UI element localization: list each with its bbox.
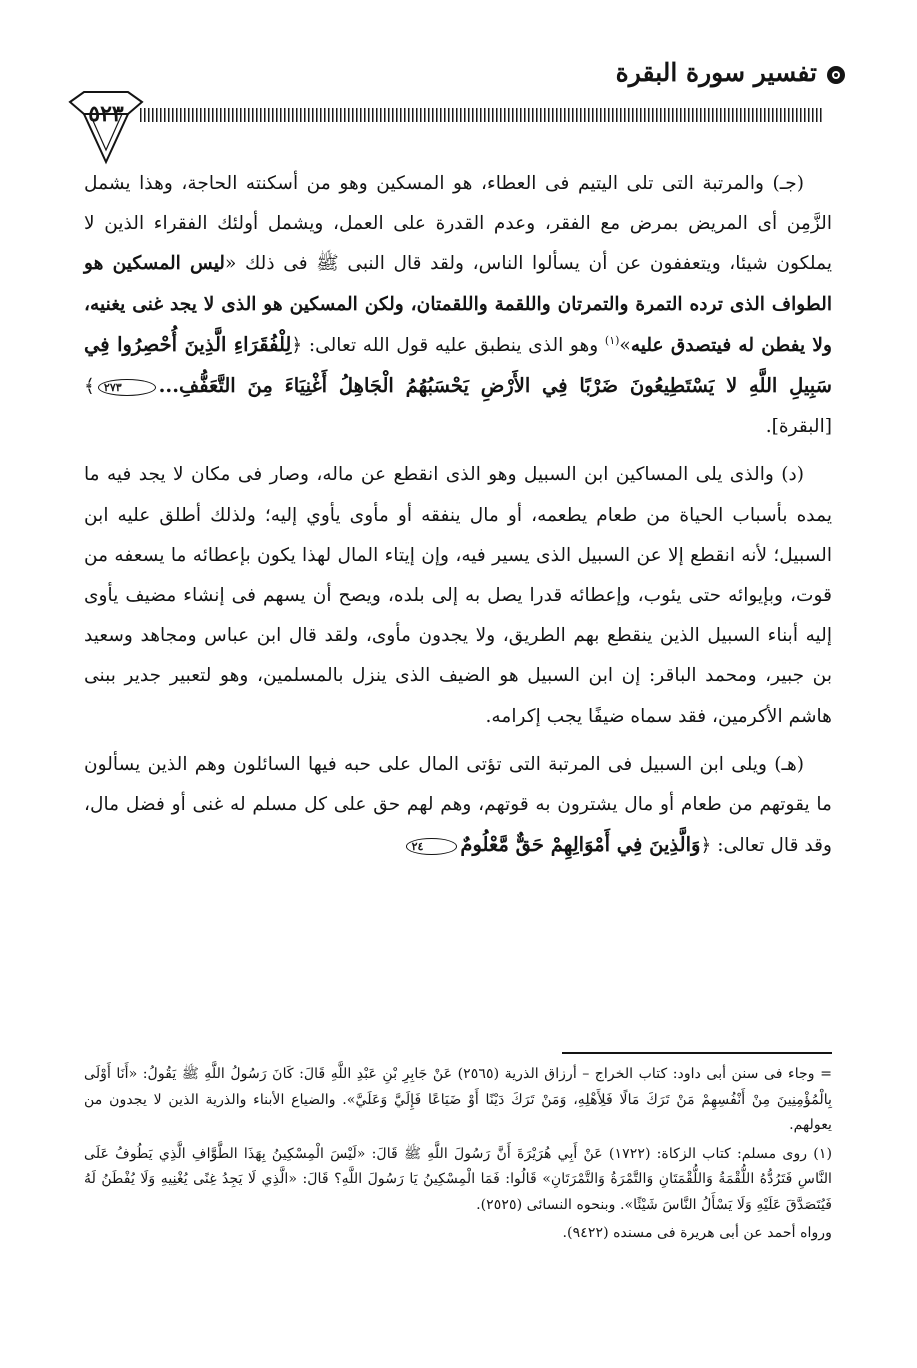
footnote-1: (١) روى مسلم: كتاب الزكاة: (١٧٢٢) عَنْ أَبِي هُرَيْرَةَ أَنَّ رَسُولَ اللَّهِ ﷺ قَالَ: «لَيْسَ الْمِسْكِينُ بِهَذَا الطَّوَّافِ الَّذِي يَطُوفُ عَلَى النَّاسِ فَتَرُدُّهُ اللُّقْمَةُ وَاللُّقْمَتَانِ وَالتَّمْرَةُ وَالتَّمْرَتَانِ» قَالُوا: فَمَا الْمِسْكِينُ يَا رَسُولَ اللَّهِ؟ قَالَ: «الَّذِي لَا يَجِدُ غِنًى يُغْنِيهِ وَلَا يُفْطَنُ لَهُ فَيُتَصَدَّقَ عَلَيْهِ وَلَا يَسْأَلُ النَّاسَ شَيْئًا». وبنحوه النسائى (٢٥٢٥). [84,1145,833,1213]
verse-number-icon: ٢٤ [406,838,458,855]
footnote-ref[interactable]: (١) [604,333,620,347]
paragraph-ibn-sabil: (د) والذى يلى المساكين ابن السبيل وهو الذى انقطع عن ماله، وصار فى مكان لا يجد فيه ما يمده بأسباب الحياة من طعام يطعمه، أو مال ينفقه أو مأوى يأوي إليه؛ ولذلك أطلق عليه ابن السبيل؛ لأنه انقطع إلا عن السبيل الذى يسير فيه، وإن إيتاء المال لهذا يكون بإعطائه ما يسعفه من قوت، وبإيوائه حتى يئوب، وإعطائه قدرا يصل به إلى بلده، ويصح أن يسهم فى إنشاء مضيف يأوى إليه أبناء السبيل الذين ينقطع بهم الطريق، ولا يجدون مأوى، ولقد قال ابن عباس ومجاهد وسعيد بن جبير، ومحمد الباقر: إن ابن السبيل هو الضيف الذى ينزل بالمسلمين، وهو لتعبير جدير ببنى هاشم الأكرمين، فقد سماه ضيفًا يجب إكرامه. [84,464,832,727]
quran-verse: وَالَّذِينَ فِي أَمْوَالِهِمْ حَقٌّ مَّعْلُومٌ [460,833,701,857]
paragraph-sailun: (هـ) ويلى ابن السبيل فى المرتبة التى تؤتى المال على حبه فيها السائلون وهم الذين يسألون ما يقوتهم من طعام أو مال يشترون به قوتهم، وهم لهم حق على كل مسلم له غنى أو فضل مال، وقد قال تعالى: ﴿وَالَّذِينَ فِي أَمْوَالِهِمْ حَقٌّ مَّعْلُومٌ٢٤ [84,753,832,857]
hadith-quote: ليس المسكين هو الطواف الذى ترده التمرة والتمرتان واللقمة واللقمتان، ولكن المسكين هو الذى لا يجد غنى يغنيه، ولا يفطن له فيتصدق عليه [84,253,832,356]
running-header-title: تفسير سورة البقرة [615,58,817,87]
header-rule [140,108,822,122]
footnote-1-b: ورواه أحمد عن أبى هريرة فى مسنده (٩٤٢٢). [562,1225,832,1241]
verse-number-icon: ٢٧٣ [98,379,156,396]
quran-verse: لِلْفُقَرَاءِ الَّذِينَ أُحْصِرُوا فِي سَبِيلِ اللَّهِ لا يَسْتَطِيعُونَ ضَرْبًا فِي الأَرْضِ يَحْسَبُهُمُ الْجَاهِلُ أَغْنِيَاءَ مِنَ التَّعَفُّفِ... [84,332,832,398]
footnote-separator [562,1052,832,1054]
paragraph-miskin: (جـ) والمرتبة التى تلى اليتيم فى العطاء، هو المسكين وهو من أسكنته الحاجة، وهذا يشمل الزَّمِن أى المريض بمرض مع الفقر، وعدم القدرة على العمل، ويشمل أولئك الفقراء الذين لا يملكون شيئا، ويتعففون عن أن يسألوا الناس، ولقد قال النبى ﷺ فى ذلك «ليس المسكين هو الطواف الذى ترده التمرة والتمرتان واللقمة واللقمتان، ولكن المسكين هو الذى لا يجد غنى يغنيه، ولا يفطن له فيتصدق عليه»$^{(١)}$ وهو الذى ينطبق عليه قول الله تعالى: ﴿لِلْفُقَرَاءِ الَّذِينَ أُحْصِرُوا فِي سَبِيلِ اللَّهِ لا يَسْتَطِيعُونَ ضَرْبًا فِي الأَرْضِ يَحْسَبُهُمُ الْجَاهِلُ أَغْنِيَاءَ مِنَ التَّعَفُّفِ...٢٧٣﴾ [البقرة]. [84,173,832,438]
footnote-continuation: = وجاء فى سنن أبى داود: كتاب الخراج – أرزاق الذرية (٢٥٦٥) عَنْ جَابِرِ بْنِ عَبْدِ اللَّهِ قَالَ: كَانَ رَسُولُ اللَّهِ ﷺ يَقُولُ: «أَنَا أَوْلَى بِالْمُؤْمِنِينَ مِنْ أَنْفُسِهِمْ مَنْ تَرَكَ مَالًا فَلِأَهْلِهِ، وَمَنْ تَرَكَ دَيْنًا أَوْ ضَيَاعًا فَإِلَيَّ وَعَلَيَّ». والضياع الأبناء والذرية الذين لا يجدون من يعولهم. [84,1066,832,1133]
page-number: ٥٢٣ [88,101,124,127]
footnotes [84,1062,832,1250]
flower-ornament-icon [825,64,847,86]
main-text [84,164,832,874]
page-number-badge-icon [62,88,150,166]
